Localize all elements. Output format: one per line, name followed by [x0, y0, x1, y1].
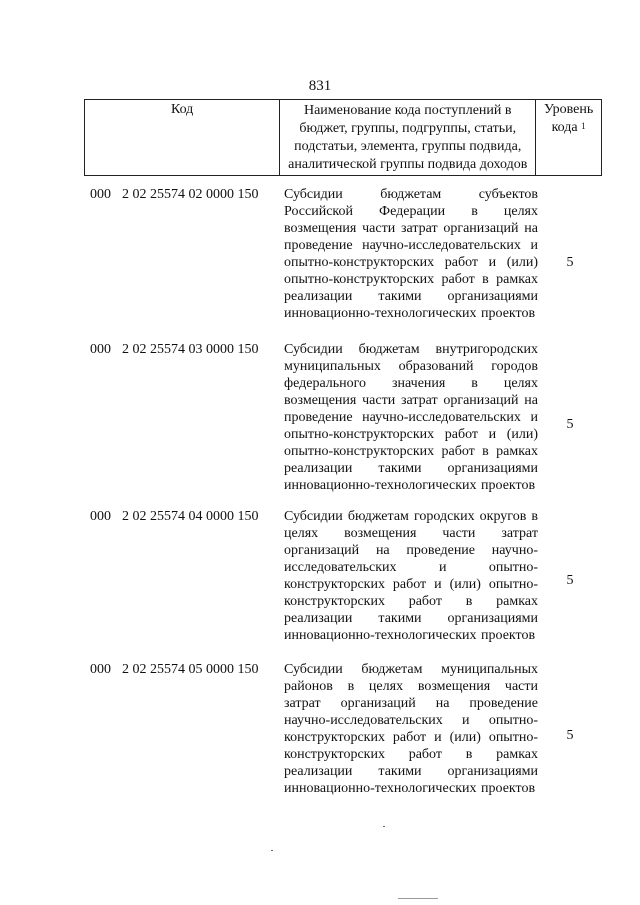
table-header	[84, 99, 602, 176]
row-level	[538, 341, 602, 508]
footnote-marker: 1	[581, 121, 586, 131]
row-level	[538, 508, 602, 661]
row-level-value: 5	[566, 573, 574, 588]
row-code: 2 02 25574 04 0000 150	[122, 509, 259, 524]
table-body	[84, 186, 602, 821]
row-prefix: 000	[90, 509, 111, 524]
header-name: Наименование кода поступлений в бюджет, группы, подгруппы, статьи, подстатьи, элемента, группы подвида, аналитической группы подвида доходов	[280, 100, 536, 176]
row-name: Субсидии бюджетам городских округов в целях возмещения части затрат организаций на проведение научно-исследовательских и опытно-конструкторских работ и (или) опытно-конструкторских работ в рамках реализации такими организациями инновационно-технологических проектов	[284, 509, 538, 643]
header-level-label: Уровень кода	[543, 102, 594, 135]
scan-speck	[383, 826, 385, 827]
row-level-value: 5	[566, 417, 574, 432]
scan-edge-mark	[398, 898, 438, 899]
row-code: 2 02 25574 05 0000 150	[122, 662, 259, 677]
row-prefix: 000	[90, 342, 111, 357]
row-prefix: 000	[90, 187, 111, 202]
page-number: 831	[308, 78, 332, 94]
scan-speck	[271, 850, 273, 851]
row-code: 2 02 25574 02 0000 150	[122, 187, 259, 202]
table-row	[84, 341, 602, 508]
header-level	[536, 100, 602, 176]
table-row	[84, 508, 602, 661]
row-name: Субсидии бюджетам муниципальных районов в целях возмещения части затрат организаций на проведение научно-исследовательских и опытно-конструкторских работ и (или) опытно-конструкторских работ в рамках реализации такими организациями инновационно-технологических проектов	[284, 662, 538, 796]
row-name: Субсидии бюджетам внутригородских муниципальных образований городов федерального значения в целях возмещения части затрат организаций на проведение научно-исследовательских и опытно-конструкторских работ и (или) опытно-конструкторских работ в рамках реализации такими организациями инновационно-технологических проектов	[284, 342, 538, 493]
row-name: Субсидии бюджетам субъектов Российской Федерации в целях возмещения части затрат организаций на проведение научно-исследовательских и опытно-конструкторских работ и (или) опытно-конструкторских работ в рамках реализации такими организациями инновационно-технологических проектов	[284, 187, 538, 321]
table-row	[84, 661, 602, 821]
row-level-value: 5	[566, 255, 574, 270]
row-code: 2 02 25574 03 0000 150	[122, 342, 259, 357]
row-prefix: 000	[90, 662, 111, 677]
row-level	[538, 661, 602, 821]
header-code: Код	[85, 100, 280, 176]
table-row	[84, 186, 602, 341]
row-level	[538, 186, 602, 341]
row-level-value: 5	[566, 728, 574, 743]
